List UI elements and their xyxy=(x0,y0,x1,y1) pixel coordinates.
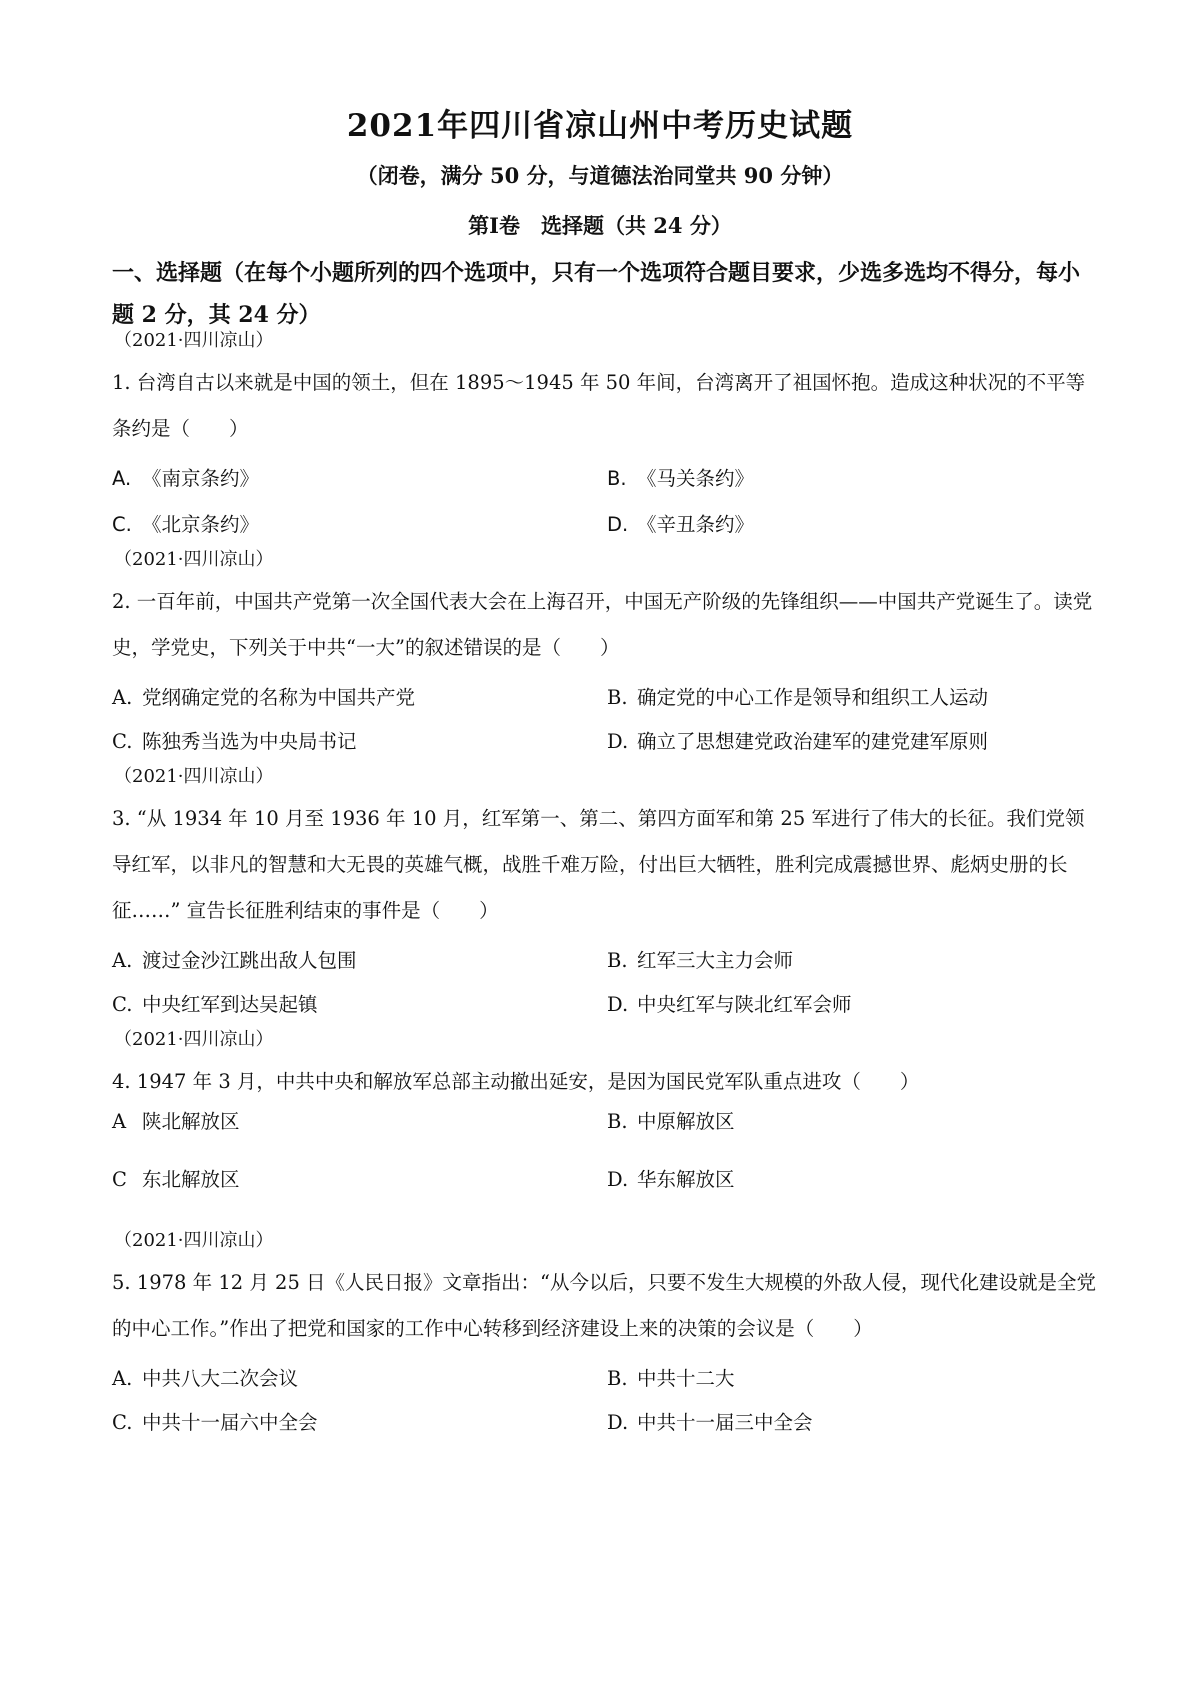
question-stem: 4. 1947 年 3 月，中共中央和解放军总部主动撤出延安，是因为国民党军队重点进攻（ ） xyxy=(112,1070,920,1093)
option-c[interactable]: C. 中共十一届六中全会 xyxy=(112,1411,318,1434)
exam-subtitle: （闭卷，满分 50 分，与道德法治同堂共 90 分钟） xyxy=(356,163,844,188)
option-c[interactable]: C 东北解放区 xyxy=(112,1168,240,1191)
option-d[interactable]: D. 中央红军与陕北红军会师 xyxy=(607,993,852,1016)
option-a[interactable]: A. 中共八大二次会议 xyxy=(112,1367,299,1390)
question-source: （2021·四川凉山） xyxy=(114,330,274,351)
option-d[interactable]: D. 华东解放区 xyxy=(607,1168,735,1191)
option-b[interactable]: B. 中共十二大 xyxy=(607,1367,735,1390)
option-b[interactable]: B. 确定党的中心工作是领导和组织工人运动 xyxy=(607,686,989,709)
option-a[interactable]: A. 渡过金沙江跳出敌人包围 xyxy=(112,949,357,972)
option-a[interactable]: A. 《南京条约》 xyxy=(112,467,260,490)
option-c[interactable]: C. 中央红军到达吴起镇 xyxy=(112,993,318,1016)
option-d[interactable]: D. 确立了思想建党政治建军的建党建军原则 xyxy=(607,730,989,753)
question-source: （2021·四川凉山） xyxy=(114,1029,274,1050)
option-b[interactable]: B. 中原解放区 xyxy=(607,1110,735,1133)
option-d[interactable]: D. 中共十一届三中全会 xyxy=(607,1411,813,1434)
question-source: （2021·四川凉山） xyxy=(114,549,274,570)
option-c[interactable]: C. 陈独秀当选为中央局书记 xyxy=(112,730,357,753)
option-b[interactable]: B. 红军三大主力会师 xyxy=(607,949,794,972)
option-a[interactable]: A. 党纲确定党的名称为中国共产党 xyxy=(112,686,416,709)
question-1 xyxy=(112,326,1097,536)
option-a[interactable]: A 陕北解放区 xyxy=(112,1110,240,1133)
part-heading: 第Ⅰ卷 选择题（共 24 分） xyxy=(468,213,732,238)
question-4 xyxy=(112,1025,1097,1191)
question-3 xyxy=(112,762,1097,1016)
question-source: （2021·四川凉山） xyxy=(114,1230,274,1251)
question-stem: 3. “从 1934 年 10 月至 1936 年 10 月，红军第一、第二、第四方面军和第 25 军进行了伟大的长征。我们党领导红军，以非凡的智慧和大无畏的英雄气概，战胜千难万险，付出巨大牺牲，胜利完成震撼世界、彪炳史册的长征……” 宣告长征胜利结束的事件是（ ） xyxy=(112,807,1085,922)
question-stem: 2. 一百年前，中国共产党第一次全国代表大会在上海召开，中国无产阶级的先锋组织——中国共产党诞生了。读党史，学党史，下列关于中共“一大”的叙述错误的是（ ） xyxy=(112,590,1093,659)
question-source: （2021·四川凉山） xyxy=(114,766,274,787)
option-d[interactable]: D. 《辛丑条约》 xyxy=(607,513,755,536)
question-stem: 1. 台湾自古以来就是中国的领土，但在 1895～1945 年 50 年间，台湾离开了祖国怀抱。造成这种状况的不平等条约是（ ） xyxy=(112,371,1086,440)
question-5 xyxy=(112,1226,1097,1434)
section-instruction: 一、选择题（在每个小题所列的四个选项中，只有一个选项符合题目要求，少选多选均不得分，每小题 2 分，其 24 分） xyxy=(112,260,1081,328)
question-stem: 5. 1978 年 12 月 25 日《人民日报》文章指出：“从今以后，只要不发生大规模的外敌人侵，现代化建设就是全党的中心工作。”作出了把党和国家的工作中心转移到经济建设上来的决策的会议是（ ） xyxy=(112,1271,1097,1340)
option-b[interactable]: B. 《马关条约》 xyxy=(607,467,755,490)
question-2 xyxy=(112,545,1097,753)
option-c[interactable]: C. 《北京条约》 xyxy=(112,513,260,536)
page-title: 2021年四川省凉山州中考历史试题 xyxy=(346,108,854,144)
